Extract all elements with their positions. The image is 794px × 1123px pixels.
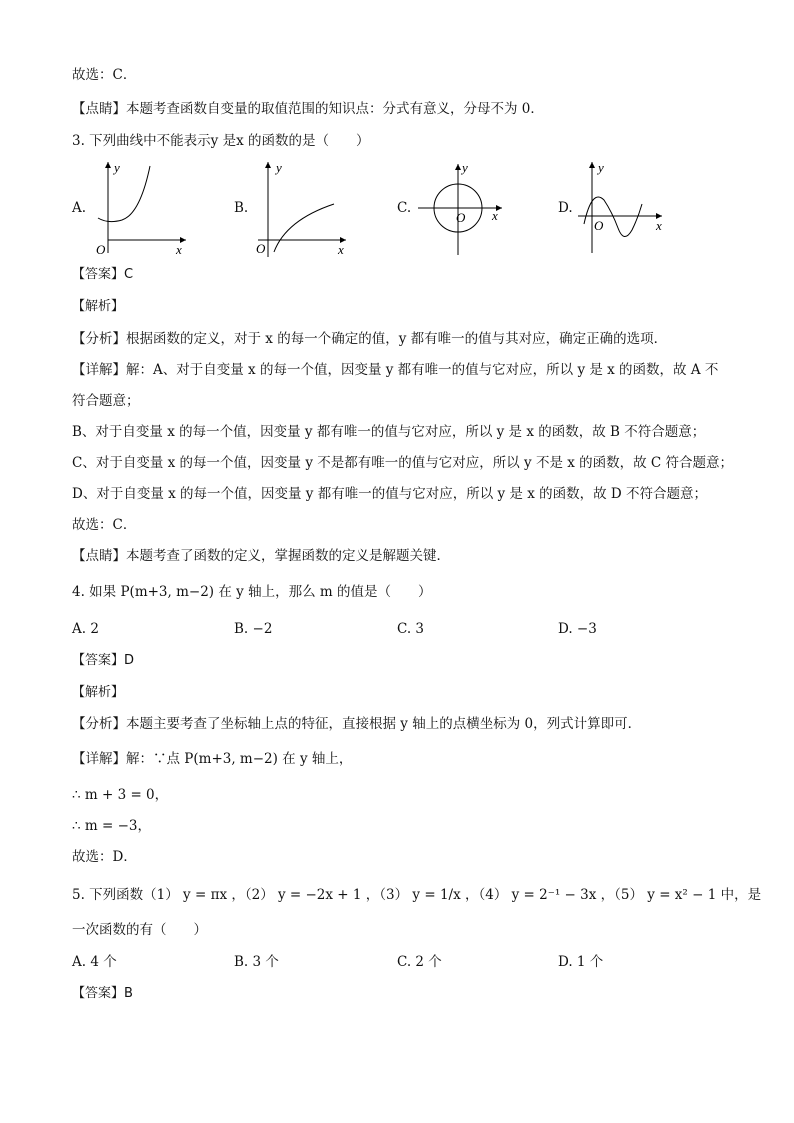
q3-option-d-label: D. [558,200,573,216]
q3-option-a-label: A. [72,200,87,216]
q3a-y-label: y [114,160,120,175]
q3-graph-a [94,158,194,257]
q3b-x-label: x [338,242,344,257]
q4-jiexi-heading: 【解析】 [72,685,125,700]
question-5-stem-1: 5. 下列函数（1） y = πx ，（2） y = −2x + 1 ，（3） y = 1/x ，（4） y = 2⁻¹ − 3x ，（5） y = x² − 1 中，是 [72,887,762,903]
q5-answer: 【答案】B [72,986,133,1001]
question-4-stem: 4. 如果 P(m+3, m−2) 在 y 轴上，那么 m 的值是（ ） [72,584,432,600]
q4-xiangjie: 【详解】解：∵点 P(m+3, m−2) 在 y 轴上， [72,751,353,767]
q3-option-c-label: C. [397,200,412,216]
q3d-x-label: x [656,218,662,233]
question-3-stem: 3. 下列曲线中不能表示y 是x 的函数的是（ ） [72,133,370,149]
q5-option-b: B. 3 个 [234,954,279,970]
q4-option-c: C. 3 [397,621,425,637]
q4-step-2: ∴ m = −3， [72,818,151,834]
q3a-x-label: x [176,242,182,257]
q3-graph-c [418,160,518,255]
q3b-y-label: y [276,160,282,175]
q5-option-c: C. 2 个 [397,954,442,970]
q3c-y-label: y [462,160,468,175]
q3c-x-label: x [492,208,498,223]
q4-option-a: A. 2 [72,621,99,637]
q3-answer: 【答案】C [72,267,134,282]
q4-choose: 故选：D． [72,849,137,865]
q3-graph-d [578,158,678,253]
q3-option-b-analysis: B、对于自变量 x 的每一个值，因变量 y 都有唯一的值与它对应，所以 y 是 x 的函数，故 B 不符合题意； [72,424,706,440]
q3-xiangjie-2: 符合题意； [72,393,140,409]
q4-option-b: B. −2 [234,621,273,637]
q5-option-a: A. 4 个 [72,954,117,970]
q3-xiangjie-1: 【详解】解：A、对于自变量 x 的每一个值，因变量 y 都有唯一的值与它对应，所以 y 是 x 的函数，故 A 不 [72,362,719,378]
q3-option-b-label: B. [234,200,249,216]
line-dianjing-prev: 【点睛】本题考查函数自变量的取值范围的知识点：分式有意义，分母不为 0． [72,101,544,117]
q3-jiexi-heading: 【解析】 [72,299,125,314]
line-choose-c-prev: 故选：C． [72,67,137,83]
question-5-stem-2: 一次函数的有（ ） [72,922,207,938]
q3-dianjing: 【点睛】本题考查了函数的定义，掌握函数的定义是解题关键． [72,548,450,564]
q3d-y-label: y [598,160,604,175]
q3-choose: 故选：C． [72,517,137,533]
q3d-origin-label: O [594,218,604,233]
q3-fenxi: 【分析】根据函数的定义，对于 x 的每一个确定的值，y 都有唯一的值与其对应，确定正确的选项． [72,331,668,347]
q4-option-d: D. −3 [558,621,597,637]
q4-answer: 【答案】D [72,653,135,668]
q3-option-d-analysis: D、对于自变量 x 的每一个值，因变量 y 都有唯一的值与它对应，所以 y 是 x 的函数，故 D 不符合题意； [72,486,708,502]
q5-option-d: D. 1 个 [558,954,604,970]
q3a-origin-label: O [96,242,106,257]
q3c-origin-label: O [456,210,466,225]
q3-option-c-analysis: C、对于自变量 x 的每一个值，因变量 y 不是都有唯一的值与它对应，所以 y 不是 x 的函数，故 C 符合题意； [72,455,734,471]
q3-graph-b [254,162,354,257]
q3b-origin-label: O [256,241,266,256]
q4-fenxi: 【分析】本题主要考查了坐标轴上点的特征，直接根据 y 轴上的点横坐标为 0，列式计算即可． [72,716,642,732]
q4-step-1: ∴ m + 3 = 0， [72,787,169,803]
